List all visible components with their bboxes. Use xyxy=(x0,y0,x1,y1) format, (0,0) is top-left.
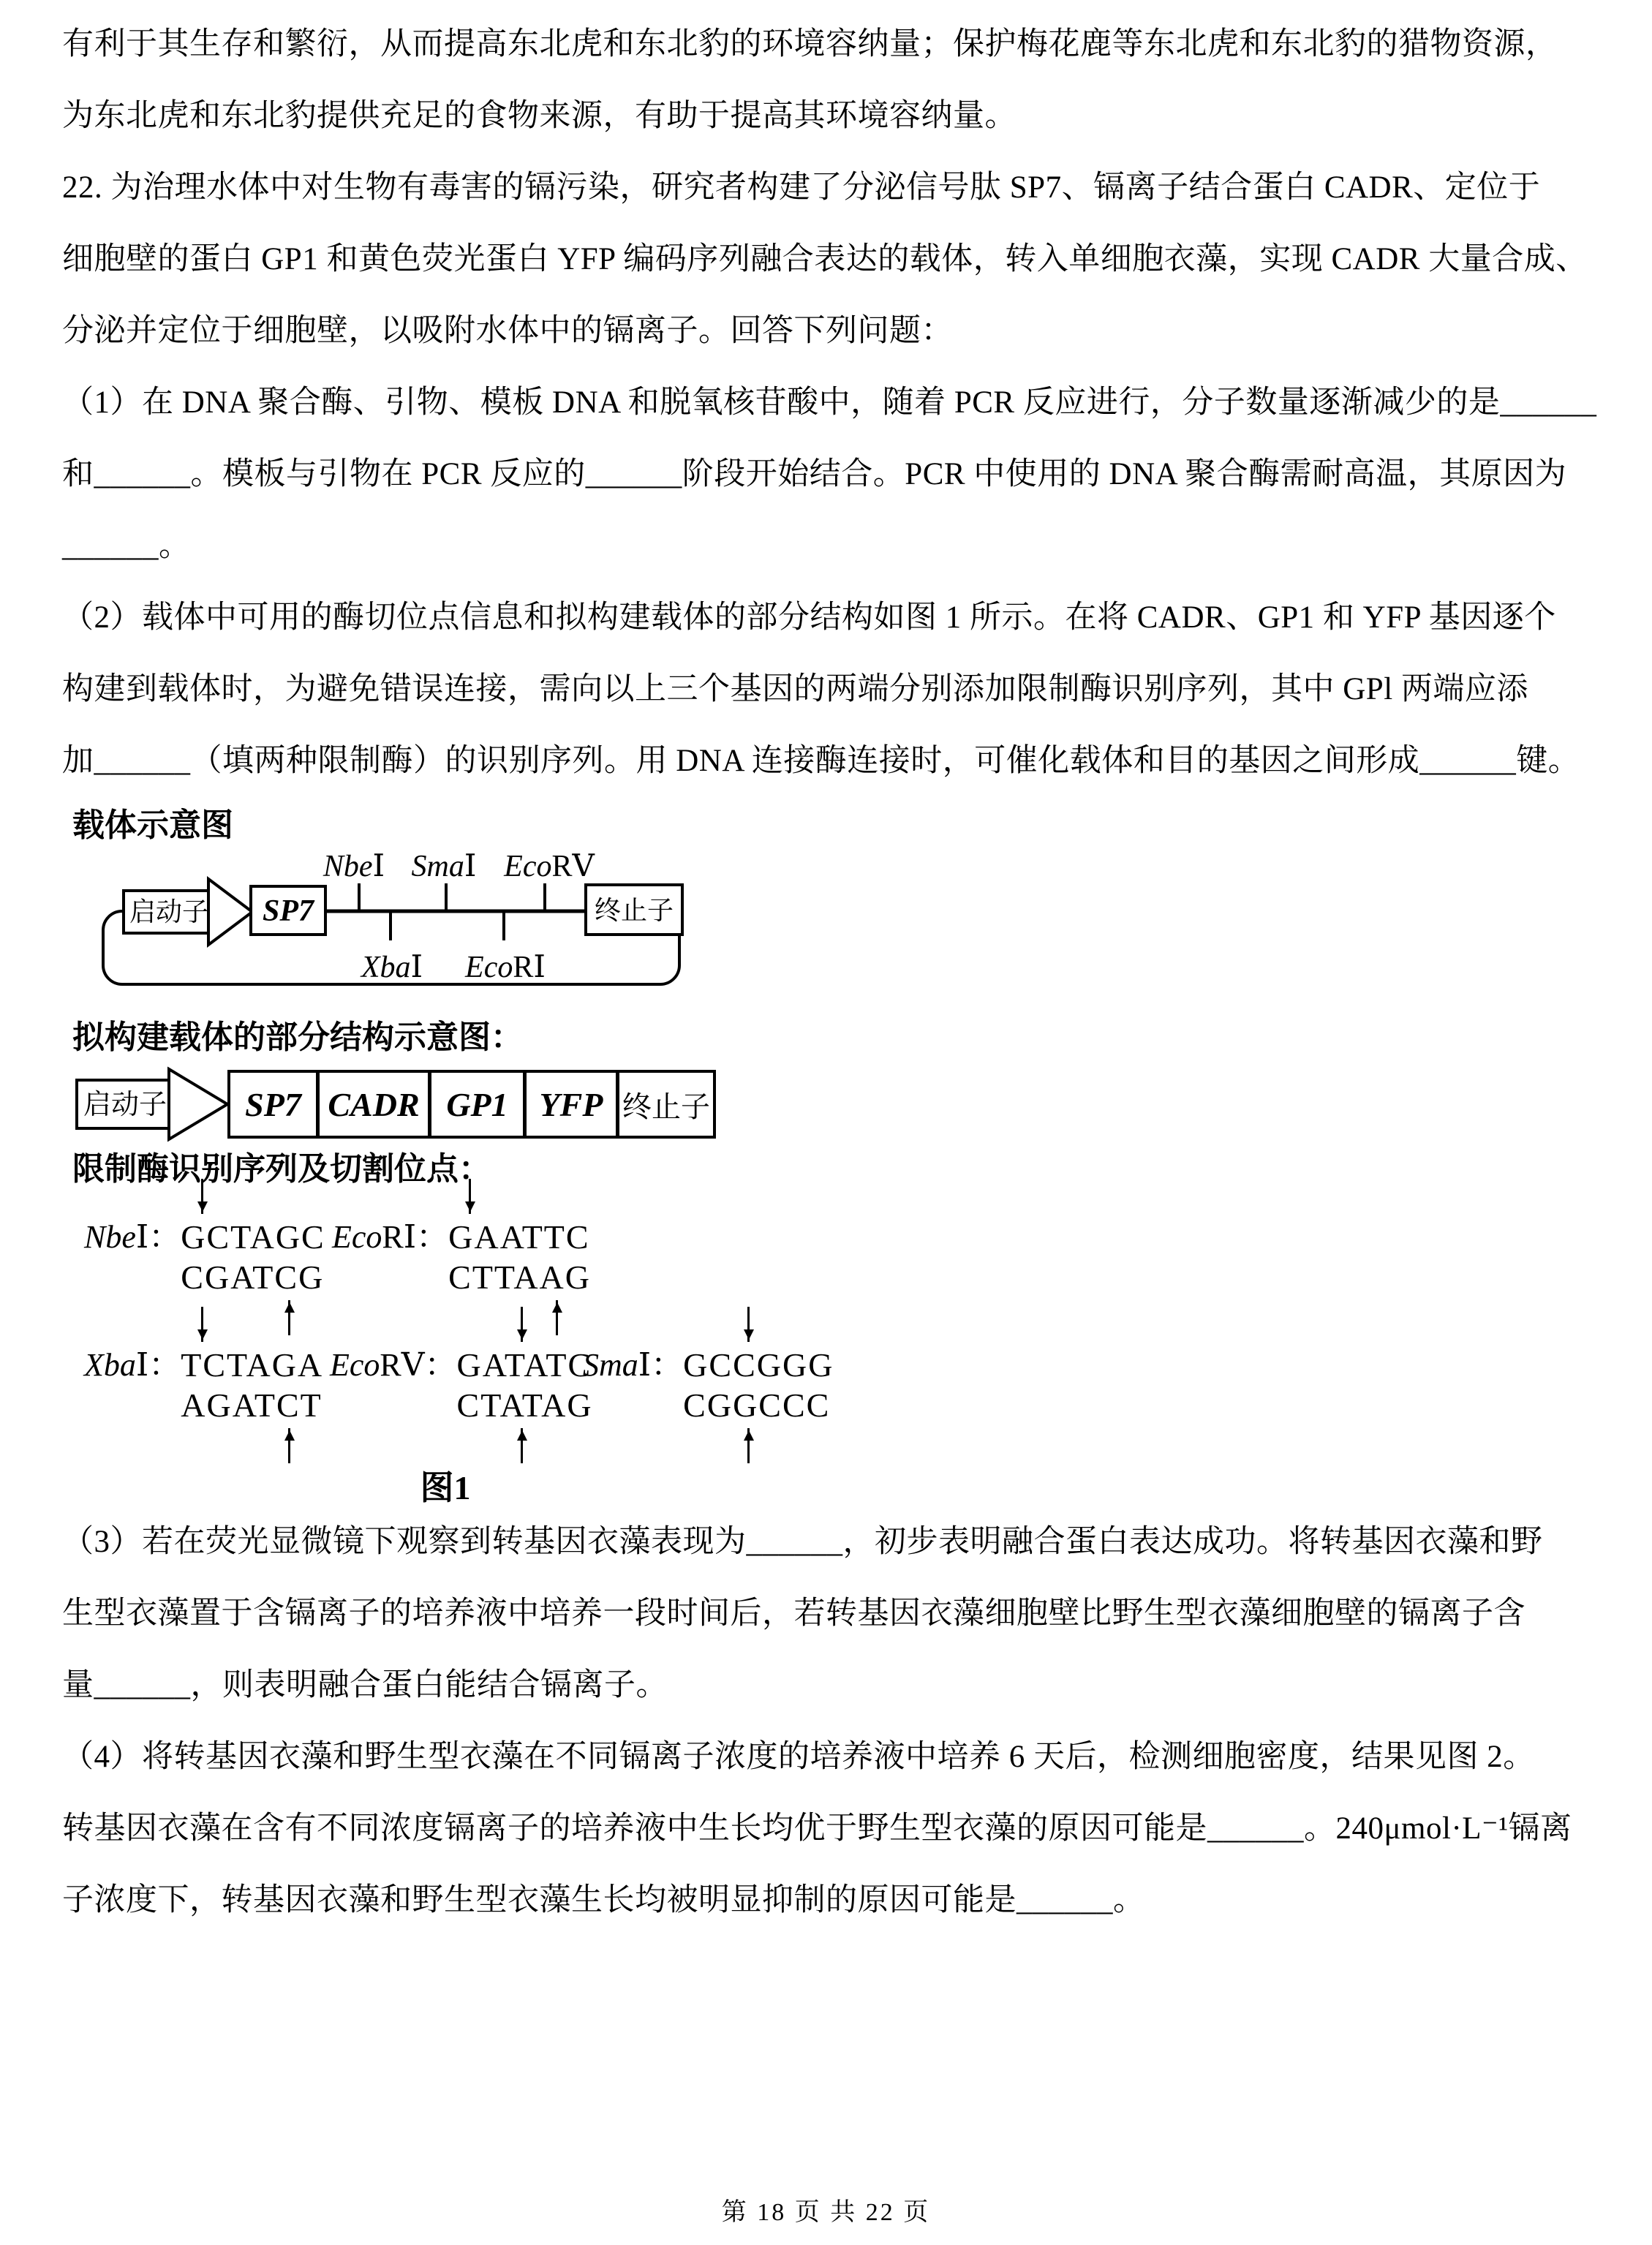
question-part-4: （4）将转基因衣藻和野生型衣藻在不同镉离子浓度的培养液中培养 6 天后，检测细胞密度，结果见图 2。 xyxy=(62,1740,1535,1774)
top-strand: GATATC xyxy=(456,1346,592,1384)
dna-strands xyxy=(457,1345,593,1425)
enzyme-name: EcoRⅠ： xyxy=(332,1219,449,1255)
construct-diagram-title: 拟构建载体的部分结构示意图： xyxy=(72,1019,523,1055)
promoter-label: 启动子 xyxy=(83,1090,167,1120)
terminator-label: 终止子 xyxy=(594,896,674,925)
site-label-ecorv: EcoRⅤ xyxy=(504,850,595,883)
enzyme-name: NbeⅠ： xyxy=(84,1219,181,1255)
top-strand: TCTAGA xyxy=(181,1346,324,1384)
page-footer: 第 18 页 共 22 页 xyxy=(721,2199,931,2226)
cut-arrow-down-icon xyxy=(201,1307,203,1342)
top-strand: GCTAGC xyxy=(181,1218,325,1256)
gene-box-sp7: SP7 xyxy=(227,1070,319,1139)
text-line: 构建到载体时，为避免错误连接，需向以上三个基因的两端分别添加限制酶识别序列，其中 GPl 两端应添 xyxy=(62,672,1528,706)
construct-diagram xyxy=(72,1060,818,1148)
enzyme-name: EcoRⅤ： xyxy=(330,1347,457,1383)
dna-strands xyxy=(683,1345,834,1425)
site-label-ecori: EcoRⅠ xyxy=(465,951,546,984)
enzyme-sites-title: 限制酶识别序列及切割位点： xyxy=(72,1151,491,1187)
dna-strands xyxy=(181,1345,323,1425)
cut-arrow-up-icon xyxy=(288,1300,290,1335)
question-part-1: （1）在 DNA 聚合酶、引物、模板 DNA 和脱氧核苷酸中，随着 PCR 反应进行，分子数量逐渐减少的是______ xyxy=(62,385,1597,420)
cut-arrow-down-icon xyxy=(747,1307,750,1342)
question-22-intro: 22. 为治理水体中对生物有毒害的镉污染，研究者构建了分泌信号肽 SP7、镉离子结合蛋白 CADR、定位于 xyxy=(62,170,1541,205)
text-line: 有利于其生存和繁衍，从而提高东北虎和东北豹的环境容纳量；保护梅花鹿等东北虎和东北豹的猎物资源， xyxy=(62,27,1558,61)
promoter-arrowhead-icon xyxy=(208,879,252,945)
text-line: 子浓度下，转基因衣藻和野生型衣藻生长均被明显抑制的原因可能是______。 xyxy=(62,1883,1145,1917)
enzyme-entry-ecorv xyxy=(330,1345,593,1425)
dna-strands xyxy=(448,1217,591,1297)
text-line: ______。 xyxy=(62,529,191,563)
top-strand: GCCGGG xyxy=(683,1346,834,1384)
top-strand: GAATTC xyxy=(448,1218,590,1256)
cut-arrow-down-icon xyxy=(521,1307,523,1342)
text-line: 分泌并定位于细胞壁，以吸附水体中的镉离子。回答下列问题： xyxy=(62,314,953,348)
bottom-strand: CTTAAG xyxy=(448,1259,591,1296)
figure-caption: 图1 xyxy=(420,1469,471,1506)
sp7-label: SP7 xyxy=(262,894,314,928)
text-line: 加______（填两种限制酶）的识别序列。用 DNA 连接酶连接时，可催化载体和目的基因之间形成______键。 xyxy=(62,744,1580,778)
figure-1 xyxy=(72,807,834,1506)
text-line: 转基因衣藻在含有不同浓度镉离子的培养液中生长均优于野生型衣藻的原因可能是______。240μmol·L⁻¹镉离 xyxy=(62,1811,1572,1846)
bottom-strand: CTATAG xyxy=(456,1386,593,1424)
text-line: 细胞壁的蛋白 GP1 和黄色荧光蛋白 YFP 编码序列融合表达的载体，转入单细胞衣藻，实现 CADR 大量合成、 xyxy=(62,242,1588,276)
text-line: 量______，则表明融合蛋白能结合镉离子。 xyxy=(62,1668,668,1702)
cut-arrow-up-icon xyxy=(288,1428,290,1463)
gene-box-yfp: YFP xyxy=(524,1070,619,1139)
question-part-3: （3）若在荧光显微镜下观察到转基因衣藻表现为______，初步表明融合蛋白表达成功。将转基因衣藻和野 xyxy=(62,1525,1543,1559)
cut-arrow-up-icon xyxy=(556,1300,558,1335)
enzyme-entry-smai xyxy=(583,1345,834,1425)
text-line: 和______。模板与引物在 PCR 反应的______阶段开始结合。PCR 中使用的 DNA 聚合酶需耐高温，其原因为 xyxy=(62,457,1567,491)
plasmid-vector-diagram xyxy=(72,845,716,1000)
dna-strands xyxy=(181,1217,325,1297)
text-line: 生型衣藻置于含镉离子的培养液中培养一段时间后，若转基因衣藻细胞壁比野生型衣藻细胞壁的镉离子含 xyxy=(62,1596,1525,1631)
enzyme-entry-ecori xyxy=(332,1217,591,1297)
site-label-smai: SmaⅠ xyxy=(411,850,477,883)
promoter-label: 启动子 xyxy=(129,897,209,927)
bottom-strand: CGATCG xyxy=(181,1259,325,1296)
bottom-strand: CGGCCC xyxy=(683,1386,831,1424)
text-line: 为东北虎和东北豹提供充足的食物来源，有助于提高其环境容纳量。 xyxy=(62,99,1017,133)
question-part-2: （2）载体中可用的酶切位点信息和拟构建载体的部分结构如图 1 所示。在将 CADR、GP1 和 YFP 基因逐个 xyxy=(62,600,1556,635)
enzyme-name: XbaⅠ： xyxy=(84,1347,181,1383)
cut-arrow-down-icon xyxy=(201,1179,203,1214)
cut-arrow-up-icon xyxy=(521,1428,523,1463)
bottom-strand: AGATCT xyxy=(181,1386,323,1424)
construct-promoter-arrow xyxy=(72,1060,230,1148)
site-label-xbai: XbaⅠ xyxy=(361,951,423,984)
enzyme-entry-xbai xyxy=(84,1345,323,1425)
enzyme-name: SmaⅠ： xyxy=(583,1347,684,1383)
vector-diagram-title: 载体示意图 xyxy=(72,807,233,843)
cut-arrow-up-icon xyxy=(747,1428,750,1463)
site-label-nbei: NbeⅠ xyxy=(323,850,385,883)
terminator-box: 终止子 xyxy=(616,1070,716,1139)
cut-arrow-down-icon xyxy=(469,1179,471,1214)
promoter-arrowhead-icon xyxy=(169,1069,227,1139)
enzyme-entry-nbei xyxy=(84,1217,325,1297)
gene-box-gp1: GP1 xyxy=(429,1070,526,1139)
gene-box-cadr: CADR xyxy=(317,1070,431,1139)
enzyme-sequences-block xyxy=(72,1186,834,1470)
